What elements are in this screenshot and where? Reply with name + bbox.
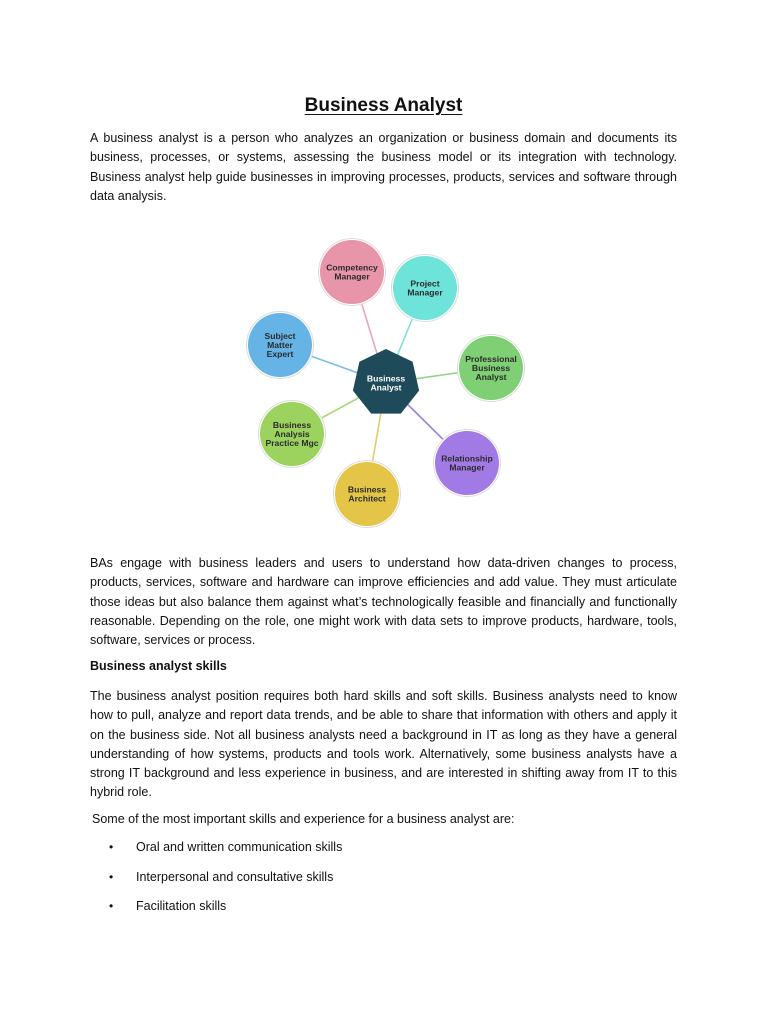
node-label-line: Analyst: [370, 382, 402, 393]
node-label-line: Matter: [267, 340, 293, 350]
document-title: Business Analyst: [304, 95, 463, 116]
node-label-line: Analysis: [274, 429, 310, 439]
skill-label: Facilitation skills: [136, 899, 227, 914]
list-item: [90, 837, 677, 867]
document-page: [90, 0, 677, 1024]
skill-label: Oral and written communication skills: [136, 840, 343, 854]
role-node: [259, 401, 326, 468]
role-node: [334, 461, 401, 528]
node-label-line: Expert: [266, 349, 294, 360]
node-label-line: Analyst: [475, 372, 507, 383]
engage-paragraph: BAs engage with business leaders and users to understand how data-driven changes to process, products, services, software and hardware can improve efficiencies and add value. They must articulate those ideas but also balance them against what’s technologically feasible and financially and functionally reasonable. Depending on the role, one might work with data sets to improve products, hardware, tools, software, services or process.: [90, 556, 677, 648]
list-item: [90, 896, 677, 926]
role-node: [247, 312, 314, 379]
bullet-icon: •: [109, 840, 114, 854]
skills-list: [90, 837, 677, 926]
roles-diagram-svg: [236, 228, 536, 534]
position-paragraph: The business analyst position requires both hard skills and soft skills. Business analysts need to know how to pull, analyze and report data trends, and be able to share that information with others and apply it on the business side. Not all business analysts need a background in IT as long as they have a general understanding of how systems, products and tools work. Alternatively, some business analysts have a strong IT background and less experience in business, and are interested in shifting away from IT to this hybrid role.: [90, 689, 677, 800]
node-label-line: Practice Mgc: [265, 438, 319, 449]
role-node: [392, 255, 459, 322]
node-label-line: Competency: [326, 262, 378, 273]
bullet-icon: •: [109, 869, 114, 884]
node-label-line: Subject: [264, 330, 296, 341]
node-label-line: Manager: [334, 271, 370, 282]
node-label-line: Relationship: [441, 453, 493, 464]
node-label-line: Project: [410, 278, 440, 289]
node-label-line: Business: [366, 373, 406, 384]
node-label-line: Business: [347, 484, 387, 495]
node-label-line: Manager: [449, 462, 485, 473]
intro-paragraph: A business analyst is a person who analyzes an organization or business domain and documents its business, processes, or systems, assessing the business model or its integration with technology. Business analyst help guide businesses in improving processes, products, services and software through data analysis.: [90, 131, 677, 203]
skills-heading: Business analyst skills: [90, 659, 227, 673]
node-label-line: Professional: [465, 353, 517, 364]
role-node: [319, 239, 386, 306]
role-node: [458, 335, 525, 402]
center-node: [353, 349, 419, 414]
node-label-line: Business: [471, 363, 511, 373]
list-item: [90, 867, 677, 897]
node-label-line: Architect: [348, 493, 386, 504]
role-node: [434, 430, 501, 497]
roles-diagram: [236, 228, 536, 534]
node-label-line: Business: [272, 419, 312, 430]
skill-label: Interpersonal and consultative skills: [136, 869, 334, 884]
node-label-line: Manager: [407, 287, 443, 298]
bullet-icon: •: [109, 899, 114, 914]
important-skills-intro: Some of the most important skills and experience for a business analyst are:: [92, 812, 515, 826]
